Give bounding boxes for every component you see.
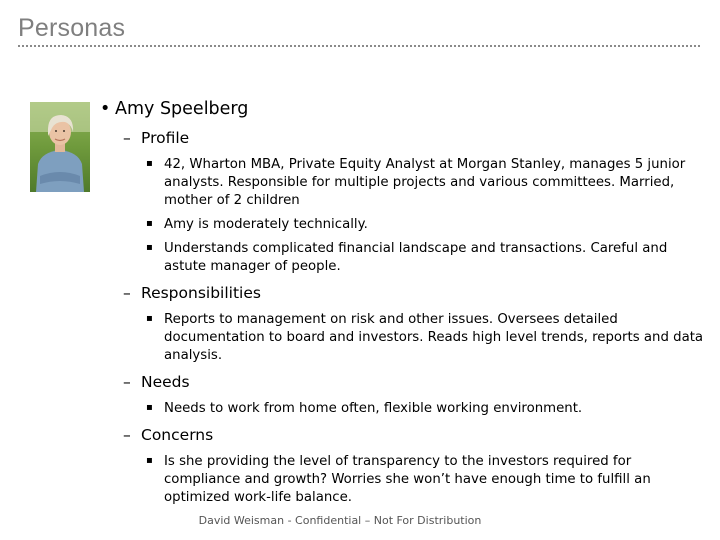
dash-bullet: – [123, 426, 131, 444]
title-divider [18, 45, 700, 47]
section-needs [100, 372, 710, 392]
section-heading: Needs [141, 373, 190, 391]
persona-photo [30, 102, 90, 192]
square-bullet: ▪ [146, 158, 153, 169]
square-bullet: ▪ [146, 242, 153, 253]
persona-photo-icon [30, 102, 90, 192]
square-bullet: ▪ [146, 402, 153, 413]
persona-name: Amy Speelberg [115, 99, 249, 119]
section-heading: Concerns [141, 426, 214, 444]
persona-content [100, 97, 710, 507]
dash-bullet: – [123, 284, 131, 302]
dash-bullet: – [123, 129, 131, 147]
dash-bullet: – [123, 373, 131, 391]
list-item: ▪ Amy is moderately technically. [146, 217, 368, 232]
list-item: ▪ 42, Wharton MBA, Private Equity Analyst at Morgan Stanley, manages 5 junior analysts. Responsible for multiple projects and various committees. Married, mother of 2 children [146, 157, 686, 208]
square-bullet: ▪ [146, 455, 153, 466]
section-heading: Responsibilities [141, 284, 261, 302]
list-item: ▪ Understands complicated financial landscape and transactions. Careful and astute manager of people. [146, 241, 668, 274]
bullet-dot: • [100, 99, 111, 119]
list-item: ▪ Is she providing the level of transparency to the investors required for compliance and growth? Worries she won’t have enough time to fulfill an optimized work-life balance. [146, 454, 651, 505]
slide-footer: David Weisman - Confidential – Not For Distribution [198, 514, 482, 527]
section-concerns [100, 425, 710, 445]
persona-name-item [100, 97, 710, 121]
slide-title: Personas [18, 14, 126, 42]
square-bullet: ▪ [146, 218, 153, 229]
section-profile [100, 128, 710, 148]
list-item: ▪ Needs to work from home often, flexible working environment. [146, 401, 583, 416]
section-responsibilities [100, 283, 710, 303]
square-bullet: ▪ [146, 313, 153, 324]
list-item: ▪ Reports to management on risk and other issues. Oversees detailed documentation to board and investors. Reads high level trends, reports and data analysis. [146, 312, 704, 363]
section-heading: Profile [141, 129, 190, 147]
